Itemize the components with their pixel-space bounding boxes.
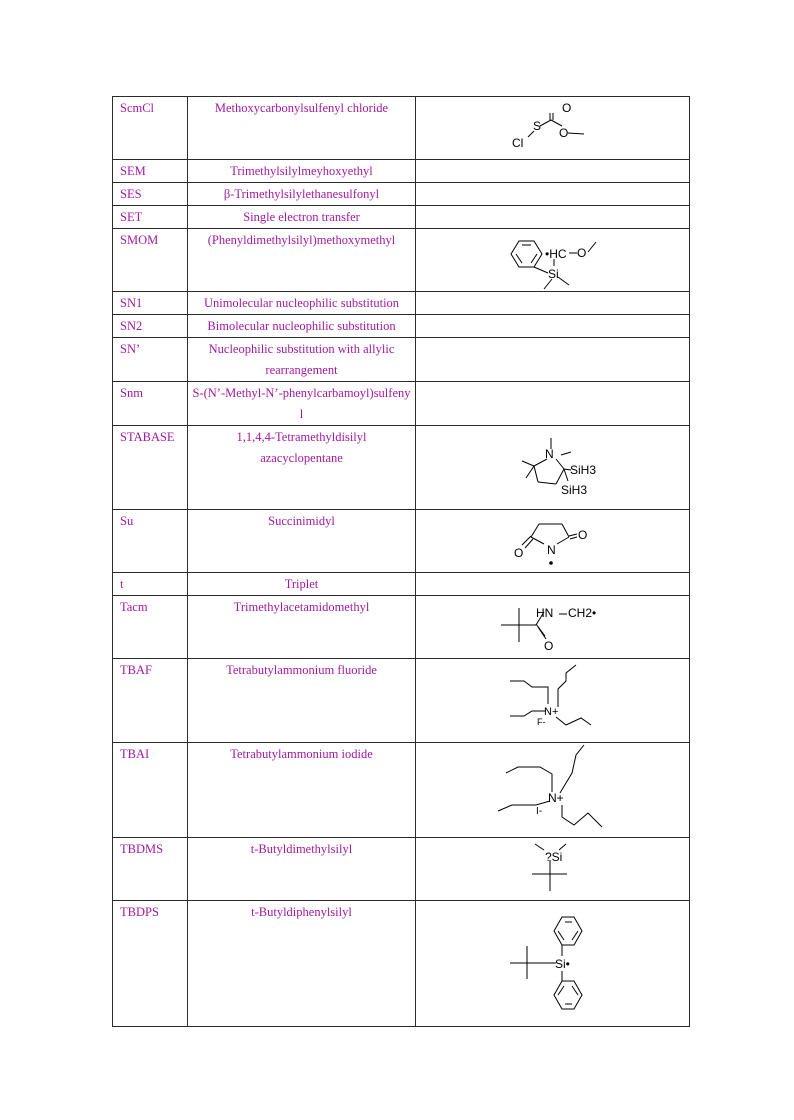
structure-cell [416, 338, 690, 382]
table-row [113, 229, 690, 292]
definition-cell [188, 160, 416, 183]
abbreviation: STABASE [120, 430, 175, 444]
svg-text:N: N [547, 543, 556, 557]
svg-text:O: O [578, 528, 588, 542]
abbreviation: SN’ [120, 342, 141, 356]
abbreviation-cell [113, 426, 188, 510]
svg-text:O: O [544, 639, 554, 653]
structure-cell [416, 659, 690, 743]
table-row [113, 743, 690, 838]
abbreviation-cell [113, 292, 188, 315]
definition: Tetrabutylammonium iodide [230, 747, 373, 761]
definition-cell [188, 838, 416, 901]
structure-cell [416, 292, 690, 315]
abbreviation-cell [113, 229, 188, 292]
structure-cell [416, 382, 690, 426]
definition: Tetrabutylammonium fluoride [226, 663, 377, 677]
definition: Trimethylsilylmeyhoxyethyl [230, 164, 373, 178]
definition: Triplet [284, 577, 319, 591]
definition: Trimethylacetamidomethyl [233, 600, 370, 614]
structure-cell [416, 838, 690, 901]
structure-cell [416, 160, 690, 183]
definition-cell [188, 292, 416, 315]
structure-cell [416, 743, 690, 838]
structure-cell [416, 229, 690, 292]
svg-text:O: O [559, 126, 569, 140]
definition-cell [188, 573, 416, 596]
svg-text:SiH3: SiH3 [570, 463, 597, 477]
svg-text:N+: N+ [544, 706, 559, 718]
definition-cell [188, 596, 416, 659]
svg-text:F-: F- [537, 717, 546, 727]
structure-cell [416, 573, 690, 596]
definition: Bimolecular nucleophilic substitution [207, 319, 396, 333]
svg-text:HN: HN [536, 606, 554, 620]
abbreviation: SES [120, 187, 142, 201]
svg-text:?Si: ?Si [545, 850, 563, 864]
definition: Unimolecular nucleophilic substitution [203, 296, 400, 310]
definition-cell [188, 315, 416, 338]
definition-cell [188, 97, 416, 160]
svg-text:Cl: Cl [512, 136, 524, 150]
abbreviation: TBDMS [120, 842, 164, 856]
svg-text:SiH3: SiH3 [561, 483, 588, 497]
tacm-structure [416, 596, 689, 658]
structure-cell [416, 901, 690, 1027]
tbdms-structure [416, 838, 689, 900]
abbreviation-cell [113, 838, 188, 901]
definition-cell [188, 229, 416, 292]
definition-cell [188, 901, 416, 1027]
definition-cell [188, 510, 416, 573]
abbreviation-cell [113, 743, 188, 838]
table-row [113, 338, 690, 382]
abbreviation: TBAF [120, 663, 152, 677]
svg-text:O: O [514, 546, 524, 560]
svg-text:I-: I- [536, 806, 543, 817]
definition-cell [188, 743, 416, 838]
table-row [113, 573, 690, 596]
abbreviation: SEM [120, 164, 146, 178]
methoxycarbonylsulfenyl-chloride-structure [416, 97, 689, 159]
definition: Succinimidyl [268, 514, 335, 528]
table-row [113, 382, 690, 426]
table-row [113, 510, 690, 573]
abbreviation-cell [113, 573, 188, 596]
tbaf-structure [416, 659, 689, 742]
table-row [113, 315, 690, 338]
table-row [113, 292, 690, 315]
abbreviation-cell [113, 160, 188, 183]
abbreviation-cell [113, 382, 188, 426]
abbreviation-table [112, 96, 690, 1027]
svg-text:N: N [545, 447, 554, 461]
definition-cell [188, 382, 416, 426]
structure-cell [416, 97, 690, 160]
definition: 1,1,4,4-Tetramethyldisilyl azacyclopentane [236, 430, 367, 465]
table-row [113, 206, 690, 229]
abbreviation: Tacm [120, 600, 148, 614]
abbreviation: Snm [120, 386, 143, 400]
smom-structure [416, 229, 689, 291]
table-row [113, 426, 690, 510]
structure-cell [416, 315, 690, 338]
abbreviation: SN2 [120, 319, 143, 333]
tbai-structure [416, 743, 689, 837]
definition-cell [188, 183, 416, 206]
structure-cell [416, 206, 690, 229]
table-row [113, 596, 690, 659]
abbreviation-cell [113, 596, 188, 659]
tbdps-structure [416, 901, 689, 1026]
definition-cell [188, 426, 416, 510]
table-row [113, 183, 690, 206]
definition: Methoxycarbonylsulfenyl chloride [214, 101, 389, 115]
definition-cell [188, 338, 416, 382]
structure-cell [416, 596, 690, 659]
definition: t-Butyldimethylsilyl [250, 842, 353, 856]
abbreviation-cell [113, 338, 188, 382]
definition: Single electron transfer [243, 210, 360, 224]
abbreviation-cell [113, 659, 188, 743]
abbreviation-cell [113, 183, 188, 206]
definition-cell [188, 206, 416, 229]
svg-text:Si: Si [548, 267, 559, 281]
succinimidyl-structure [416, 510, 689, 572]
definition: β-Trimethylsilylethanesulfonyl [223, 187, 380, 201]
definition: (Phenyldimethylsilyl)methoxymethyl [207, 233, 396, 247]
table-row [113, 160, 690, 183]
abbreviation: ScmCl [120, 101, 155, 115]
svg-text:Si•: Si• [555, 957, 570, 971]
abbreviation: TBAI [120, 747, 150, 761]
definition: t-Butyldiphenylsilyl [251, 905, 352, 919]
structure-cell [416, 183, 690, 206]
table-row [113, 97, 690, 160]
abbreviation: Su [120, 514, 134, 528]
abbreviation-cell [113, 97, 188, 160]
svg-text:O: O [562, 101, 572, 115]
svg-text:S: S [533, 119, 542, 133]
definition: S-(N’-Methyl-N’-phenylcarbamoyl)sulfenyl [192, 386, 411, 421]
abbreviation: t [120, 577, 124, 591]
abbreviation-cell [113, 315, 188, 338]
abbreviation-cell [113, 206, 188, 229]
table-row [113, 659, 690, 743]
svg-text:CH2•: CH2• [568, 606, 597, 620]
abbreviation: TBDPS [120, 905, 159, 919]
abbreviation-cell [113, 901, 188, 1027]
stabase-structure [416, 426, 689, 509]
definition-cell [188, 659, 416, 743]
abbreviation-cell [113, 510, 188, 573]
table-row [113, 901, 690, 1027]
abbreviation: SN1 [120, 296, 143, 310]
structure-cell [416, 510, 690, 573]
abbreviation: SET [120, 210, 143, 224]
abbreviation: SMOM [120, 233, 159, 247]
svg-text:•HC: •HC [545, 247, 567, 261]
svg-text:N+: N+ [548, 791, 564, 805]
svg-text:O: O [577, 246, 587, 260]
structure-cell [416, 426, 690, 510]
table-row [113, 838, 690, 901]
definition: Nucleophilic substitution with allylic rearrangement [208, 342, 395, 377]
